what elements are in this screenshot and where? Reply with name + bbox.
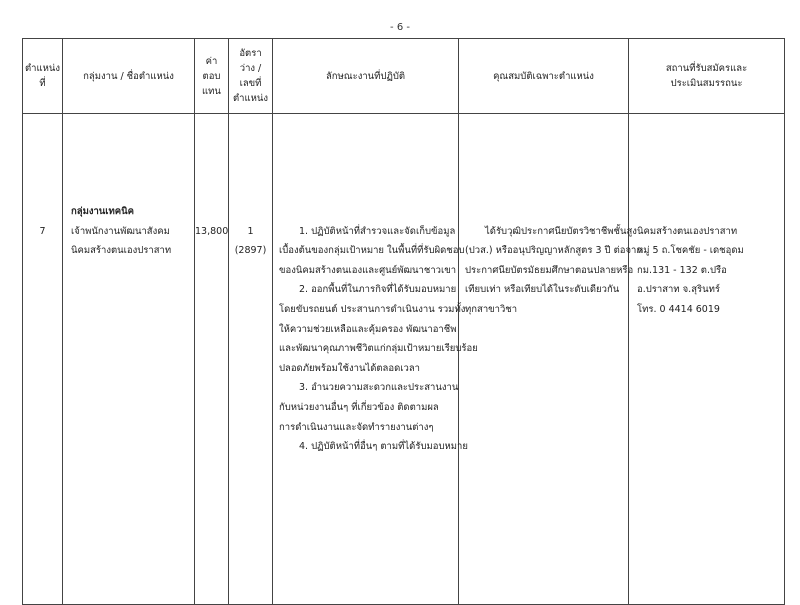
duty-line: และพัฒนาคุณภาพชีวิตแก่กลุ่มเป้าหมายเรียบร้อย [279, 343, 478, 355]
duty-line: กับหน่วยงานอื่นๆ ที่เกี่ยวข้อง ติดตามผล [279, 401, 439, 413]
qualification-line: ทุกสาขาวิชา [465, 303, 518, 315]
header-line: ค่า [205, 55, 218, 67]
spacer [195, 202, 228, 222]
location-line: โทร. 0 4414 6019 [637, 303, 720, 315]
header-line: ประเมินสมรรถนะ [670, 78, 743, 89]
header-compensation [195, 39, 229, 114]
duty-line: ให้ความช่วยเหลือและคุ้มครอง พัฒนาอาชีพ [279, 323, 457, 335]
duty-line: ปลอดภัยพร้อมใช้งานได้ตลอดเวลา [279, 362, 420, 374]
table-row [23, 114, 785, 605]
duty-line: 2. ออกพื้นที่ในภารกิจที่ได้รับมอบหมาย [299, 284, 457, 296]
header-line: ว่าง / [239, 63, 262, 74]
header-position-no [23, 39, 63, 114]
location-line: หมู่ 5 ถ.โชคชัย - เดชอุดม [637, 245, 744, 257]
compensation-value: 13,800 [195, 225, 229, 237]
spacer [465, 202, 628, 222]
qualification-line: (ปวส.) หรืออนุปริญญาหลักสูตร 3 ปี ต่อจาก [465, 245, 643, 257]
qualification-line: เทียบเท่า หรือเทียบได้ในระดับเดียวกัน [465, 284, 620, 296]
table-header-row [23, 39, 785, 114]
duty-line: เบื้องต้นของกลุ่มเป้าหมาย ในพื้นที่ที่รับผิดชอบ [279, 245, 465, 257]
header-line: เลขที่ [239, 78, 262, 89]
header-line: แทน [202, 85, 221, 97]
position-number-cell [23, 114, 63, 605]
location-line: นิคมสร้างตนเองปราสาท [637, 225, 738, 237]
header-line: ที่ [39, 78, 46, 89]
header-line: ตำแหน่ง [25, 63, 61, 74]
duties-cell [273, 114, 478, 605]
duty-line: 4. ปฏิบัติหน้าที่อื่นๆ ตามที่ได้รับมอบหมาย [299, 441, 468, 453]
position-name-cell [63, 114, 195, 605]
duty-line: การดำเนินงานและจัดทำรายงานต่างๆ [279, 421, 434, 433]
header-vacancy [229, 39, 273, 114]
position-name-line: เจ้าพนักงานพัฒนาสังคม [71, 225, 170, 237]
qualification-line: ได้รับวุฒิประกาศนียบัตรวิชาชีพชั้นสูง [485, 225, 637, 237]
position-number: 7 [39, 225, 46, 237]
header-line: สถานที่รับสมัครและ [665, 63, 748, 74]
position-code: (2897) [234, 245, 267, 257]
page-number: - 6 - [390, 22, 410, 33]
vacancy-count: 1 [247, 225, 254, 237]
header-qualifications: คุณสมบัติเฉพาะตำแหน่ง [459, 39, 629, 114]
duty-line: 1. ปฏิบัติหน้าที่สำรวจและจัดเก็บข้อมูล [299, 225, 456, 237]
location-line: กม.131 - 132 ต.ปรือ [637, 264, 727, 276]
qualifications-cell [459, 114, 643, 605]
duty-line: โดยขับรถยนต์ ประสานการดำเนินงาน รวมทั้ง [279, 303, 466, 315]
header-line: อัตรา [239, 48, 262, 59]
header-duties: ลักษณะงานที่ปฏิบัติ [273, 39, 459, 114]
spacer [637, 202, 784, 222]
location-cell [629, 114, 785, 605]
group-title: กลุ่มงานเทคนิค [71, 206, 135, 217]
job-position-table [22, 38, 785, 605]
compensation-cell [195, 114, 229, 605]
qualification-line: ประกาศนียบัตรมัธยมศึกษาตอนปลายหรือ [465, 264, 634, 276]
duty-line: ของนิคมสร้างตนเองและศูนย์พัฒนาชาวเขา [279, 264, 457, 276]
spacer [279, 202, 458, 222]
spacer [23, 202, 62, 222]
header-location [629, 39, 785, 114]
position-name-line: นิคมสร้างตนเองปราสาท [71, 245, 172, 257]
duty-line: 3. อำนวยความสะดวกและประสานงาน [299, 382, 459, 394]
header-group-name: กลุ่มงาน / ชื่อตำแหน่ง [63, 39, 195, 114]
vacancy-cell [229, 114, 273, 605]
header-line: ตอบ [202, 70, 221, 82]
spacer [229, 202, 272, 222]
location-line: อ.ปราสาท จ.สุรินทร์ [637, 284, 720, 296]
header-line: ตำแหน่ง [232, 93, 269, 104]
